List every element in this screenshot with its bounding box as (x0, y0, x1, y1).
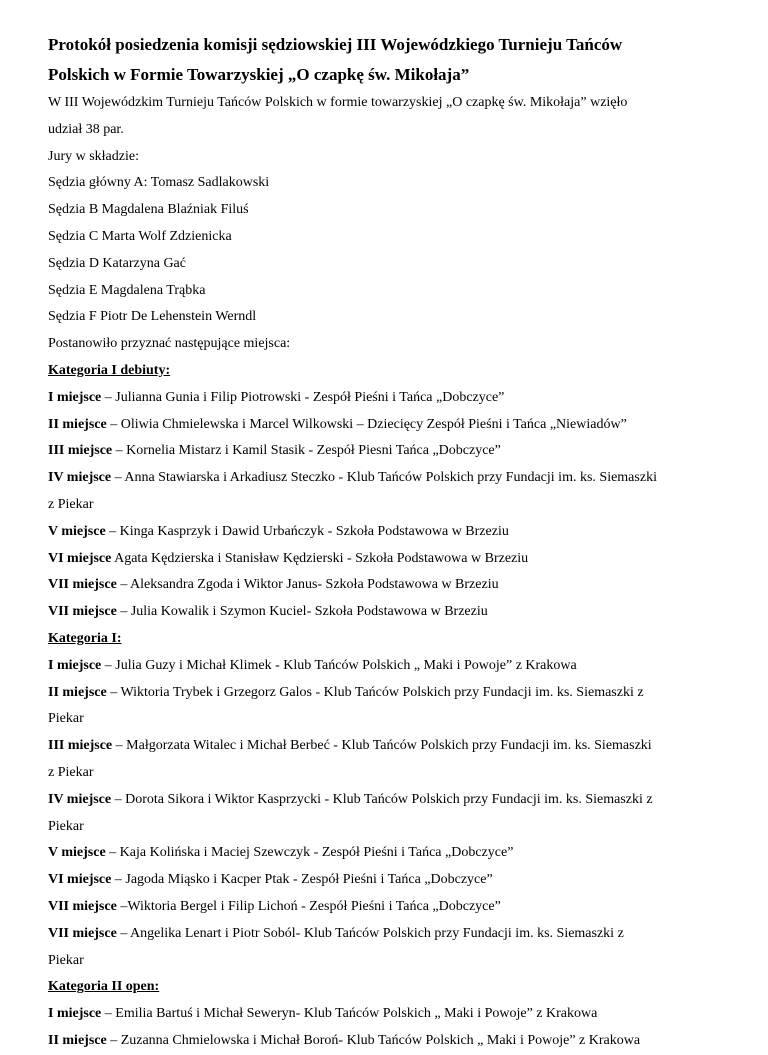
result-entry (48, 385, 748, 412)
result-text: – Małgorzata Witalec i Michał Berbeć - Klub Tańców Polskich przy Fundacji im. ks. Siemaszki (112, 738, 652, 754)
judge-entry: Sędzia F Piotr De Lehenstein Werndl (48, 309, 257, 325)
place-label: II miejsce (48, 1032, 107, 1048)
place-label: I miejsce (48, 389, 102, 405)
place-label: V miejsce (48, 845, 106, 861)
judges-list (48, 170, 748, 331)
place-label: VI miejsce (48, 872, 112, 888)
result-text: – Kaja Kolińska i Maciej Szewczyk - Zespół Pieśni i Tańca „Dobczyce” (105, 845, 514, 861)
result-entry (48, 894, 748, 921)
result-entry (48, 519, 748, 546)
result-text: – Wiktoria Trybek i Grzegorz Galos - Klub Tańców Polskich przy Fundacji im. ks. Siemaszki z (106, 684, 644, 700)
place-label: V miejsce (48, 523, 106, 539)
result-continuation: Piekar (48, 711, 84, 727)
result-text: – Aleksandra Zgoda i Wiktor Janus- Szkoła Podstawowa w Brzeziu (116, 577, 499, 593)
place-label: VI miejsce (48, 550, 112, 566)
result-text: – Oliwia Chmielewska i Marcel Wilkowski – Dziecięcy Zespół Pieśni i Tańca „Niewiadów” (106, 416, 627, 432)
result-entry (48, 1028, 748, 1055)
result-continuation: Piekar (48, 818, 84, 834)
jury-heading: Jury w składzie: (48, 148, 139, 164)
result-text: – Julia Guzy i Michał Klimek - Klub Tańców Polskich „ Maki i Powoje” z Krakowa (101, 657, 577, 673)
judge-entry: Sędzia E Magdalena Trąbka (48, 282, 206, 298)
judge-entry: Sędzia B Magdalena Blaźniak Filuś (48, 202, 249, 218)
categories-section (48, 358, 748, 1055)
result-continuation: z Piekar (48, 496, 94, 512)
result-entry (48, 546, 748, 573)
place-label: VII miejsce (48, 925, 117, 941)
result-entry (48, 465, 748, 492)
result-entry (48, 787, 748, 814)
category-heading: Kategoria II open: (48, 979, 160, 995)
place-label: VII miejsce (48, 898, 117, 914)
category-heading: Kategoria I debiuty: (48, 362, 171, 378)
place-label: I miejsce (48, 657, 102, 673)
result-text: – Julianna Gunia i Filip Piotrowski - Zespół Pieśni i Tańca „Dobczyce” (101, 389, 505, 405)
judge-entry: Sędzia C Marta Wolf Zdzienicka (48, 228, 232, 244)
result-entry (48, 412, 748, 439)
result-entry (48, 653, 748, 680)
result-text: – Emilia Bartuś i Michał Seweryn- Klub Tańców Polskich „ Maki i Powoje” z Krakowa (101, 1006, 598, 1022)
place-label: II miejsce (48, 416, 107, 432)
result-text: –Wiktoria Bergel i Filip Lichoń - Zespół Pieśni i Tańca „Dobczyce” (116, 898, 501, 914)
result-text: – Julia Kowalik i Szymon Kuciel- Szkoła Podstawowa w Brzeziu (116, 604, 488, 620)
category-heading: Kategoria I: (48, 630, 122, 646)
result-text: – Dorota Sikora i Wiktor Kasprzycki - Klub Tańców Polskich przy Fundacji im. ks. Siemaszki z (111, 791, 653, 807)
intro-line-2: udział 38 par. (48, 121, 124, 137)
result-text: Agata Kędzierska i Stanisław Kędzierski - Szkoła Podstawowa w Brzeziu (111, 550, 529, 566)
result-continuation: Piekar (48, 952, 84, 968)
result-text: – Angelika Lenart i Piotr Soból- Klub Tańców Polskich przy Fundacji im. ks. Siemaszki z (116, 925, 624, 941)
place-label: I miejsce (48, 1006, 102, 1022)
result-text: – Zuzanna Chmielowska i Michał Boroń- Klub Tańców Polskich „ Maki i Powoje” z Krakowa (106, 1032, 641, 1048)
intro-line-1: W III Wojewódzkim Turnieju Tańców Polskich w formie towarzyskiej „O czapkę św. Mikołaja” wzięło (48, 95, 628, 110)
place-label: II miejsce (48, 684, 107, 700)
result-entry (48, 867, 748, 894)
result-continuation: z Piekar (48, 764, 94, 780)
decision-line: Postanowiło przyznać następujące miejsca: (48, 336, 291, 352)
document-title-line-1: Protokół posiedzenia komisji sędziowskiej III Wojewódzkiego Turnieju Tańców (48, 35, 623, 54)
result-entry (48, 1001, 748, 1028)
place-label: III miejsce (48, 738, 113, 754)
place-label: VII miejsce (48, 577, 117, 593)
result-entry (48, 572, 748, 599)
result-text: – Jagoda Miąsko i Kacper Ptak - Zespół Pieśni i Tańca „Dobczyce” (111, 872, 493, 888)
result-text: – Kinga Kasprzyk i Dawid Urbańczyk - Szkoła Podstawowa w Brzeziu (105, 523, 509, 539)
place-label: IV miejsce (48, 470, 112, 486)
judge-entry: Sędzia D Katarzyna Gać (48, 255, 186, 271)
result-entry (48, 733, 748, 760)
document-title-line-2: Polskich w Formie Towarzyskiej „O czapkę św. Mikołaja” (48, 65, 470, 84)
result-entry (48, 680, 748, 707)
place-label: IV miejsce (48, 791, 112, 807)
result-text: – Kornelia Mistarz i Kamil Stasik - Zespół Piesni Tańca „Dobczyce” (112, 443, 501, 459)
result-entry (48, 840, 748, 867)
result-entry (48, 921, 748, 948)
result-text: – Anna Stawiarska i Arkadiusz Steczko - Klub Tańców Polskich przy Fundacji im. ks. Siemaszki (111, 470, 657, 486)
place-label: VII miejsce (48, 604, 117, 620)
place-label: III miejsce (48, 443, 113, 459)
result-entry (48, 599, 748, 626)
document-page (48, 30, 748, 1055)
judge-entry: Sędzia główny A: Tomasz Sadlakowski (48, 175, 270, 191)
result-entry (48, 438, 748, 465)
